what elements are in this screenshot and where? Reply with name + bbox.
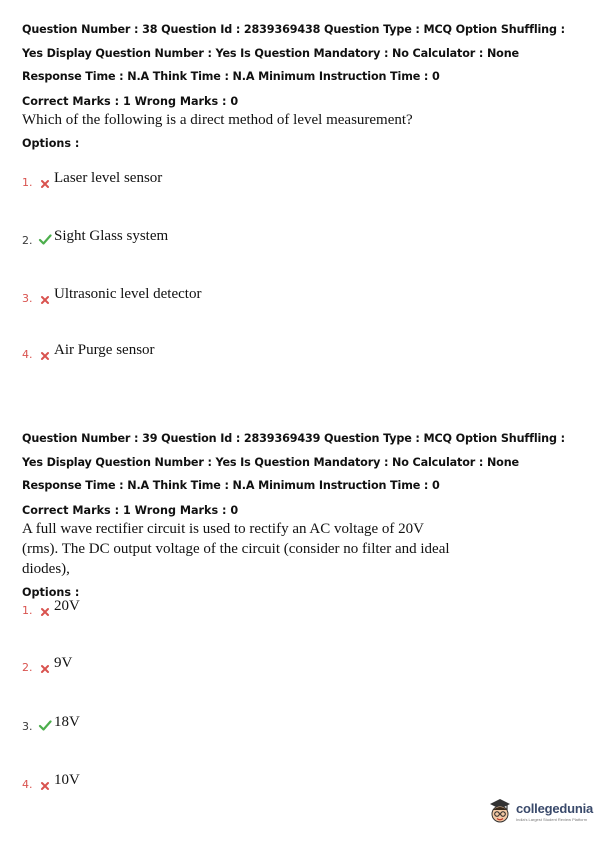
- option-number: 1.: [22, 176, 33, 189]
- question-marks: Correct Marks : 1 Wrong Marks : 0: [22, 503, 239, 517]
- logo-name: collegedunia: [516, 800, 594, 816]
- option-text: Laser level sensor: [54, 170, 163, 186]
- collegedunia-logo: [488, 798, 593, 824]
- cross-icon: [38, 602, 52, 616]
- option-number: 4.: [22, 778, 33, 791]
- option-text: Air Purge sensor: [54, 342, 155, 358]
- option-number: 2.: [22, 234, 33, 247]
- question-38: [22, 18, 578, 150]
- option-2[interactable]: [22, 655, 72, 674]
- option-text: Ultrasonic level detector: [54, 286, 202, 302]
- option-text: 9V: [54, 655, 73, 671]
- cross-icon: [38, 174, 52, 188]
- option-number: 4.: [22, 348, 33, 361]
- question-marks: Correct Marks : 1 Wrong Marks : 0: [22, 94, 239, 108]
- options-label: Options :: [22, 136, 80, 150]
- option-4[interactable]: [22, 342, 155, 361]
- cross-icon: [38, 290, 52, 304]
- logo-tagline: India's Largest Student Review Platform: [516, 816, 588, 822]
- cross-icon: [38, 346, 52, 360]
- question-meta: Question Number : 39 Question Id : 2839369439 Question Type : MCQ Option Shuffling : Yes Display Question Number : Yes Is Question Mandatory : No Calculator : None Response Time : N.A Think Time : N.A Minimum Instruction Time : 0: [22, 432, 565, 492]
- option-3[interactable]: [22, 714, 80, 733]
- question-text: Which of the following is a direct method of level measurement?: [22, 111, 413, 128]
- option-text: 18V: [54, 714, 80, 730]
- option-text: 10V: [54, 772, 80, 788]
- question-text: A full wave rectifier circuit is used to rectify an AC voltage of 20V (rms). The DC output voltage of the circuit (consider no filter and ideal diodes),: [22, 520, 450, 577]
- question-39: [22, 427, 578, 599]
- option-text: Sight Glass system: [54, 228, 169, 244]
- question-39-options: [22, 598, 578, 798]
- option-number: 3.: [22, 720, 33, 733]
- graduate-mascot-icon: [488, 798, 512, 824]
- cross-icon: [38, 659, 52, 673]
- option-3[interactable]: [22, 286, 201, 305]
- options-label: Options :: [22, 585, 80, 599]
- option-text: 20V: [54, 598, 80, 614]
- checkmark-icon: [38, 232, 52, 246]
- option-number: 1.: [22, 604, 33, 617]
- question-meta: Question Number : 38 Question Id : 2839369438 Question Type : MCQ Option Shuffling : Yes Display Question Number : Yes Is Question Mandatory : No Calculator : None Response Time : N.A Think Time : N.A Minimum Instruction Time : 0: [22, 23, 565, 83]
- option-1[interactable]: [22, 598, 80, 617]
- option-number: 2.: [22, 661, 33, 674]
- option-number: 3.: [22, 292, 33, 305]
- option-4[interactable]: [22, 772, 80, 791]
- option-1[interactable]: [22, 170, 162, 189]
- cross-icon: [38, 776, 52, 790]
- checkmark-icon: [38, 718, 52, 732]
- question-38-options: [22, 170, 578, 370]
- option-2[interactable]: [22, 228, 168, 247]
